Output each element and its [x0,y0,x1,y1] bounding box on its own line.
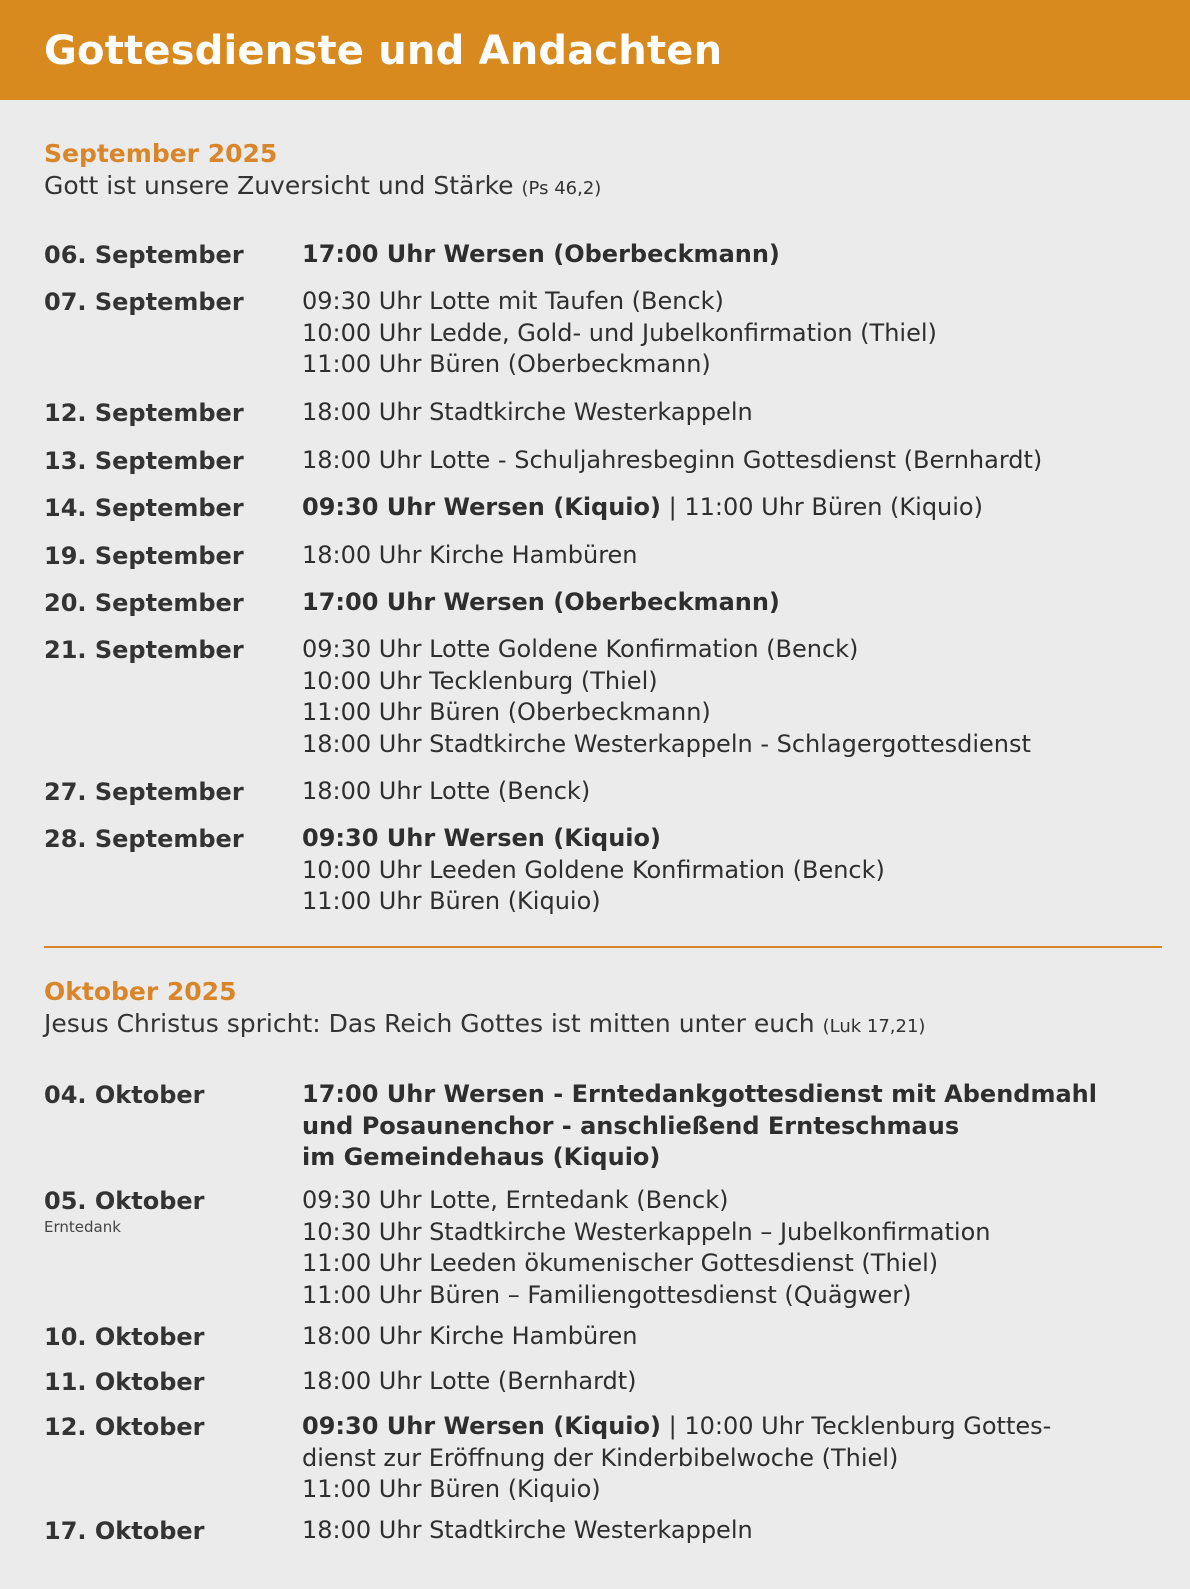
date-label: 10. Oktober [44,1323,205,1351]
date-label: 14. September [44,494,244,522]
motto-ref: (Ps 46,2) [521,178,602,199]
page-title: Gottesdienste und Andachten [44,28,723,74]
event: 11:00 Uhr Büren (Kiquio) [302,1475,601,1503]
motto-text: Jesus Christus spricht: Das Reich Gottes ist mitten unter euch [44,1009,815,1038]
event: 18:00 Uhr Stadtkirche Westerkappeln [302,398,753,426]
date-label: 13. September [44,447,244,475]
schedule-row [44,634,1164,776]
event: 09:30 Uhr Lotte Goldene Konfirmation (Benck) [302,635,859,663]
event: und Posaunenchor - anschließend Ernteschmaus [302,1111,960,1140]
section-oktober [44,976,1164,1555]
event: 18:00 Uhr Kirche Hambüren [302,1322,638,1350]
event: 18:00 Uhr Lotte (Bernhardt) [302,1367,637,1395]
event: 11:00 Uhr Leeden ökumenischer Gottesdienst (Thiel) [302,1249,939,1277]
header-band [0,0,1190,100]
schedule-row [44,286,1164,397]
event: 10:30 Uhr Stadtkirche Westerkappeln – Jubelkonfirmation [302,1217,991,1246]
schedule-list [44,1079,1164,1555]
date-label: 04. Oktober [44,1081,205,1109]
event: 17:00 Uhr Wersen (Oberbeckmann) [302,588,780,616]
event: 11:00 Uhr Büren (Oberbeckmann) [302,698,711,726]
month-heading: Oktober 2025 [44,977,237,1006]
date-label: 21. September [44,636,244,664]
event: 09:30 Uhr Lotte mit Taufen (Benck) [302,287,724,315]
date-label: 19. September [44,542,244,570]
event: 17:00 Uhr Wersen (Oberbeckmann) [302,240,780,268]
event: dienst zur Eröffnung der Kinderbibelwoche (Thiel) [302,1443,899,1472]
date-label: 28. September [44,825,244,853]
motto [44,1008,1164,1043]
section-september [44,138,1164,923]
event-main: 09:30 Uhr Wersen (Kiquio) [302,1412,661,1440]
event: 11:00 Uhr Büren (Kiquio) [302,887,601,915]
event: 18:00 Uhr Lotte - Schuljahresbeginn Gottesdienst (Bernhardt) [302,446,1043,474]
event-main: 09:30 Uhr Wersen (Kiquio) [302,493,661,521]
date-label: 12. Oktober [44,1413,205,1441]
schedule-row [44,1515,1164,1555]
date-label: 17. Oktober [44,1517,205,1545]
motto [44,170,1164,205]
date-label: 05. Oktober [44,1187,205,1215]
schedule-row [44,1079,1164,1185]
date-label: 07. September [44,288,244,316]
month-heading: September 2025 [44,139,278,168]
schedule-row [44,1321,1164,1366]
event: 17:00 Uhr Wersen - Erntedankgottesdienst mit Abendmahl [302,1080,1097,1108]
schedule-row [44,776,1164,823]
schedule-row [44,397,1164,445]
event-secondary: | 11:00 Uhr Büren (Kiquio) [668,493,983,521]
schedule-row [44,239,1164,286]
date-block [44,1185,302,1321]
schedule-row [44,1185,1164,1321]
schedule-row [44,1366,1164,1411]
event: 10:00 Uhr Tecklenburg (Thiel) [302,666,658,695]
event: im Gemeindehaus (Kiquio) [302,1143,661,1171]
event: 18:00 Uhr Stadtkirche Westerkappeln [302,1516,753,1544]
schedule-list [44,239,1164,923]
event: 18:00 Uhr Kirche Hambüren [302,541,638,569]
motto-ref: (Luk 17,21) [822,1016,926,1037]
date-note: Erntedank [44,1218,121,1236]
event [302,492,1164,524]
date-label: 06. September [44,241,244,269]
schedule-row [44,1411,1164,1515]
event: 18:00 Uhr Stadtkirche Westerkappeln - Schlagergottesdienst [302,729,1031,758]
event-secondary: | 10:00 Uhr Tecklenburg Gottes- [668,1412,1052,1440]
event: 09:30 Uhr Wersen (Kiquio) [302,824,661,852]
event: 18:00 Uhr Lotte (Benck) [302,777,591,805]
event: 10:00 Uhr Leeden Goldene Konfirmation (Benck) [302,855,885,884]
event: 09:30 Uhr Lotte, Erntedank (Benck) [302,1186,729,1214]
date-label: 20. September [44,589,244,617]
event [302,1411,1164,1443]
event: 11:00 Uhr Büren (Oberbeckmann) [302,350,711,378]
schedule-row [44,823,1164,923]
event: 10:00 Uhr Ledde, Gold- und Jubelkonfirmation (Thiel) [302,318,937,347]
schedule-row [44,540,1164,587]
schedule-row [44,445,1164,492]
schedule-row [44,492,1164,540]
section-divider [44,946,1162,948]
date-label: 12. September [44,399,244,427]
schedule-row [44,587,1164,634]
date-label: 27. September [44,778,244,806]
motto-text: Gott ist unsere Zuversicht und Stärke [44,171,514,200]
event: 11:00 Uhr Büren – Familiengottesdienst (Quägwer) [302,1280,912,1309]
date-label: 11. Oktober [44,1368,205,1396]
